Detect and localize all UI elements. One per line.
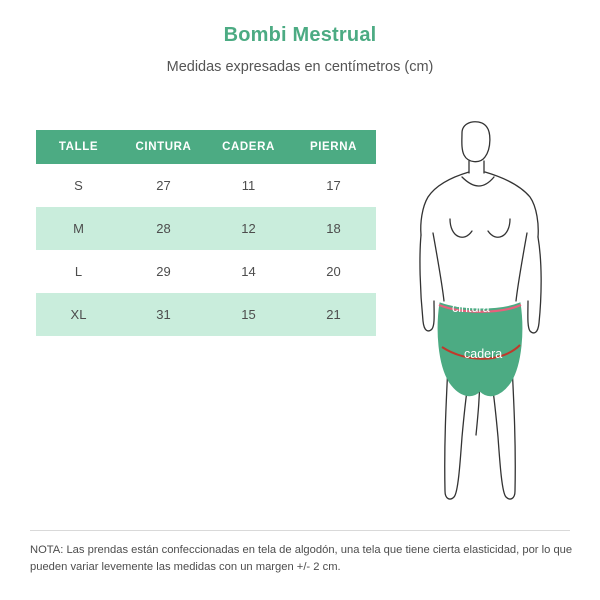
body-figure xyxy=(392,115,592,515)
head-outline xyxy=(462,122,490,162)
label-cintura: cintura xyxy=(452,301,490,315)
table-body xyxy=(36,164,376,336)
footer-divider xyxy=(30,530,570,531)
cell-leg: 21 xyxy=(291,293,376,336)
cell-hip: 15 xyxy=(206,293,291,336)
cell-size: XL xyxy=(36,293,121,336)
body-illustration-svg xyxy=(392,115,592,515)
size-table xyxy=(36,130,376,336)
cell-hip: 12 xyxy=(206,207,291,250)
page-subtitle: Medidas expresadas en centímetros (cm) xyxy=(166,59,434,75)
column-header-pierna: PIERNA xyxy=(291,130,376,164)
column-header-cintura: CINTURA xyxy=(121,130,206,164)
cell-size: S xyxy=(36,164,121,207)
cell-size: M xyxy=(36,207,121,250)
cell-waist: 28 xyxy=(121,207,206,250)
table-header-row xyxy=(36,130,376,164)
cell-hip: 14 xyxy=(206,250,291,293)
column-header-cadera: CADERA xyxy=(206,130,291,164)
table-row xyxy=(36,293,376,336)
table-row xyxy=(36,207,376,250)
cell-leg: 18 xyxy=(291,207,376,250)
footer-note: NOTA: Las prendas están confeccionadas en tela de algodón, una tela que tiene cierta elasticidad, por lo que pueden variar levemente las medidas con un margen +/- 2 cm. xyxy=(30,544,573,574)
content-area xyxy=(0,115,600,515)
size-table-container xyxy=(36,130,376,336)
page-title: Bombi Mestrual xyxy=(223,24,377,46)
table-row xyxy=(36,250,376,293)
column-header-talle: TALLE xyxy=(36,130,121,164)
table-header xyxy=(36,130,376,164)
table-row xyxy=(36,164,376,207)
cell-waist: 27 xyxy=(121,164,206,207)
cell-waist: 31 xyxy=(121,293,206,336)
cell-hip: 11 xyxy=(206,164,291,207)
cell-leg: 20 xyxy=(291,250,376,293)
cell-leg: 17 xyxy=(291,164,376,207)
cell-waist: 29 xyxy=(121,250,206,293)
cell-size: L xyxy=(36,250,121,293)
label-cadera: cadera xyxy=(464,347,503,361)
